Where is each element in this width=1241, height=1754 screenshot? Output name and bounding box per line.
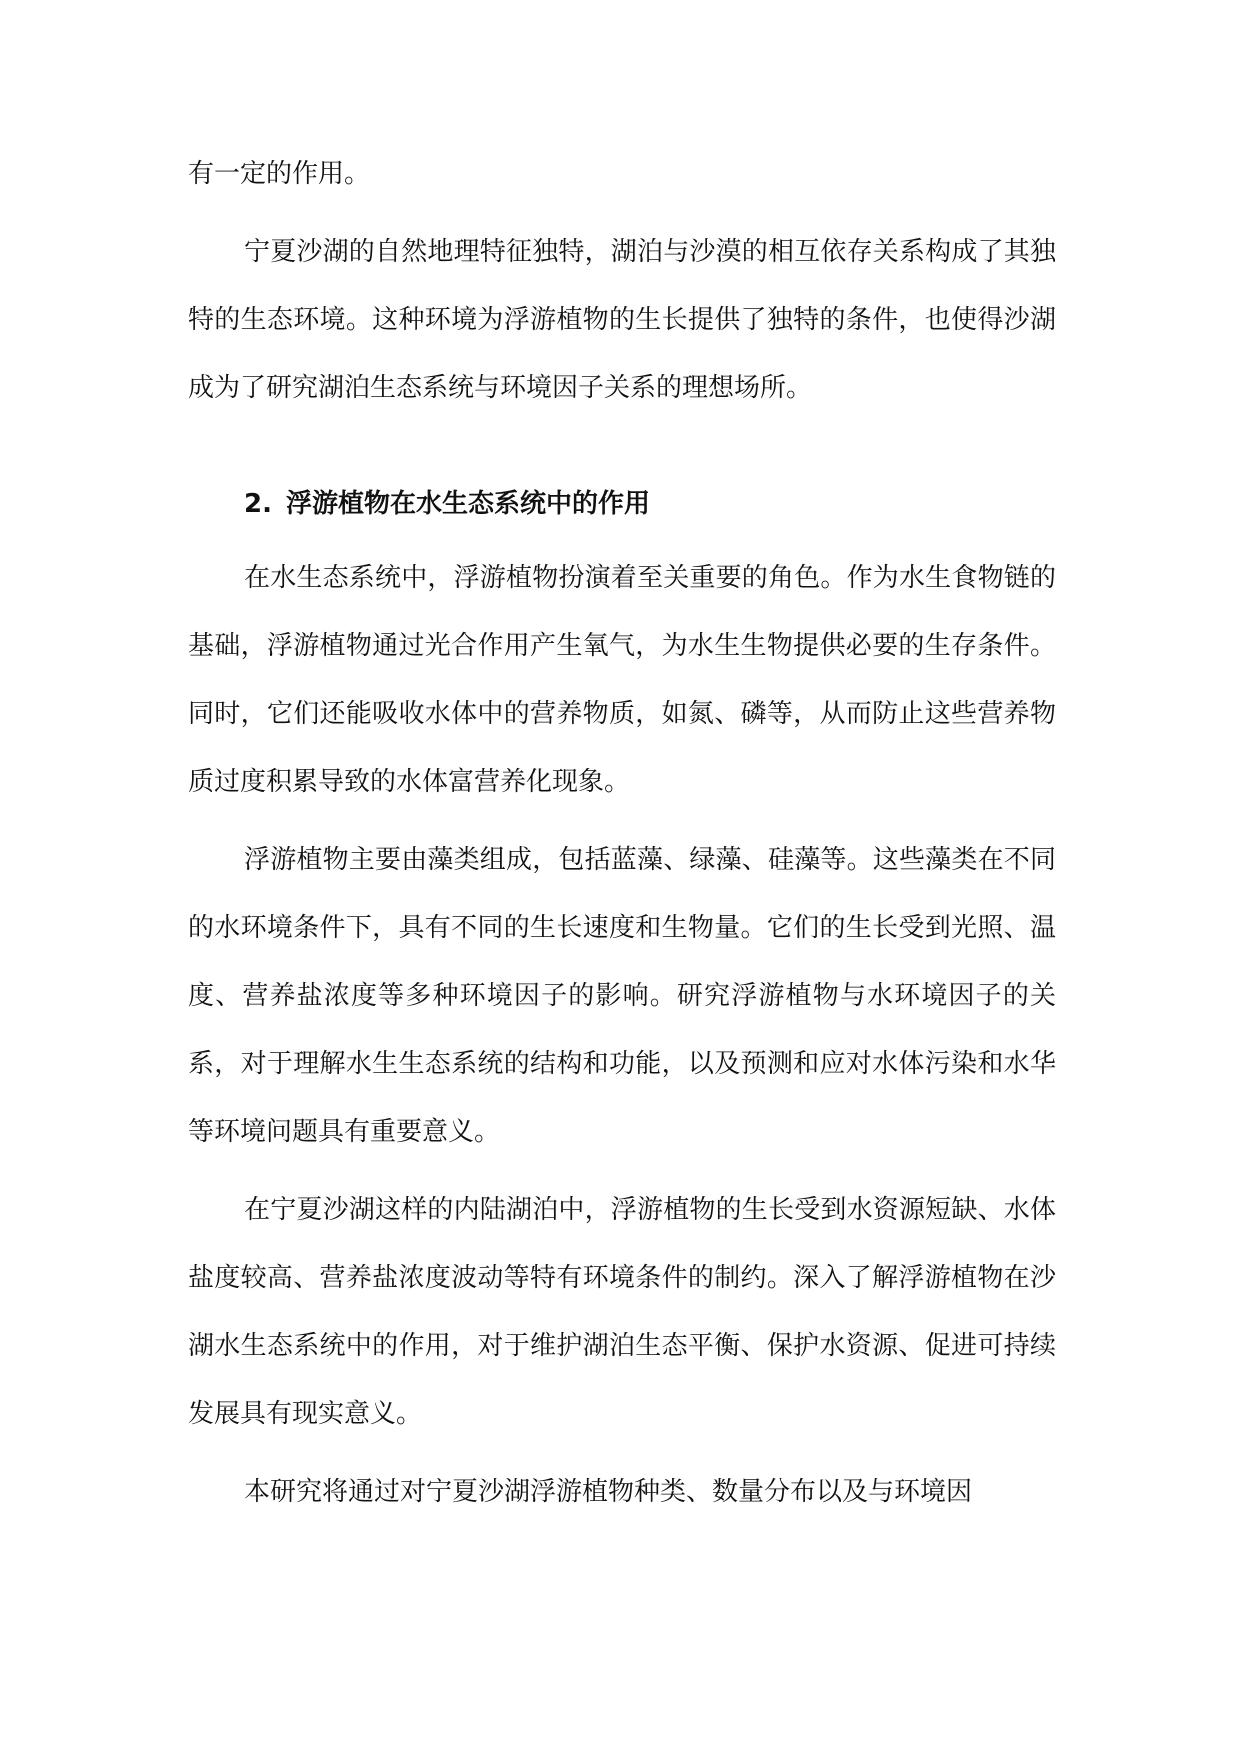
continued-paragraph: 有一定的作用。 bbox=[188, 159, 371, 189]
paragraph-algae-composition: 浮游植物主要由藻类组成，包括蓝藻、绿藻、硅藻等。这些藻类在不同的水环境条件下，具有不同的生长速度和生物量。它们的生长受到光照、温度、营养盐浓度等多种环境因子的影响。研究浮游植物与水环境因子的关系，对于理解水生生态系统的结构和功能，以及预测和应对水体污染和水华等环境问题具有重要意义。 bbox=[188, 845, 1056, 1147]
paragraph-inland-lake: 在宁夏沙湖这样的内陆湖泊中，浮游植物的生长受到水资源短缺、水体盐度较高、营养盐浓度波动等特有环境条件的制约。深入了解浮游植物在沙湖水生态系统中的作用，对于维护湖泊生态平衡、保护水资源、促进可持续发展具有现实意义。 bbox=[188, 1195, 1056, 1429]
paragraph-shahu-geography: 宁夏沙湖的自然地理特征独特，湖泊与沙漠的相互依存关系构成了其独特的生态环境。这种环境为浮游植物的生长提供了独特的条件，也使得沙湖成为了研究湖泊生态系统与环境因子关系的理想场所。 bbox=[188, 237, 1056, 403]
section-title: 浮游植物在水生态系统中的作用 bbox=[285, 489, 650, 519]
paragraph-phytoplankton-role: 在水生态系统中，浮游植物扮演着至关重要的角色。作为水生食物链的基础，浮游植物通过光合作用产生氧气，为水生生物提供必要的生存条件。同时，它们还能吸收水体中的营养物质，如氮、磷等，从而防止这些营养物质过度积累导致的水体富营养化现象。 bbox=[188, 563, 1056, 797]
paragraph-study-intro: 本研究将通过对宁夏沙湖浮游植物种类、数量分布以及与环境因 bbox=[244, 1477, 973, 1507]
section-number: 2. bbox=[244, 489, 272, 519]
document-body bbox=[188, 140, 1056, 1526]
section-heading bbox=[188, 470, 1056, 538]
